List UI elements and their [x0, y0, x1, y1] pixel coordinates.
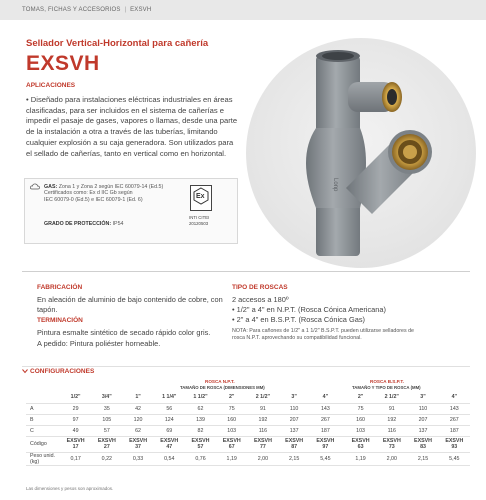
bspt-dimension-cell: 160	[345, 414, 376, 425]
aplicaciones-text	[26, 95, 256, 159]
terminacion-line: Pintura esmalte sintético de secado rápido color gris.	[37, 328, 211, 337]
npt-dimension-cell: 137	[279, 425, 310, 436]
chevron-down-icon	[22, 368, 28, 374]
bspt-dimension-cell: 192	[376, 414, 407, 425]
npt-dimension-cell: 105	[91, 414, 122, 425]
npt-dimension-cell: 49	[60, 425, 91, 436]
npt-codigo-cell	[185, 436, 216, 452]
bspt-size-header: 4"	[439, 392, 470, 403]
npt-size-header: 3"	[279, 392, 310, 403]
aplicaciones-line: de la instalación a otra a través de las tuberías, limitando	[26, 127, 218, 137]
dimension-label: A	[26, 403, 60, 414]
npt-dimension-cell: 143	[310, 403, 341, 414]
npt-dimension-cell: 139	[185, 414, 216, 425]
codigo-prefix: EXSVH	[97, 438, 116, 444]
codigo-prefix: EXSVH	[285, 438, 304, 444]
bspt-peso-cell: 2,00	[376, 452, 407, 465]
configuraciones-divider	[22, 366, 470, 367]
codigo-number: 87	[291, 444, 298, 450]
npt-peso-cell: 0,22	[91, 452, 122, 465]
fabricacion-line: tapón.	[37, 305, 58, 314]
table-row-codigo	[26, 436, 470, 452]
npt-peso-cell: 0,54	[154, 452, 185, 465]
note-line: NOTA: Para cañones de 1/2" a 1 1/2" B.S.P.T. pueden utilizarse selladores de	[232, 328, 414, 334]
product-image	[246, 38, 476, 268]
codigo-prefix: EXSVH	[253, 438, 272, 444]
npt-dimension-cell: 69	[154, 425, 185, 436]
npt-codigo-cell	[91, 436, 122, 452]
bspt-dimension-cell: 207	[407, 414, 438, 425]
npt-dimension-cell: 187	[310, 425, 341, 436]
gas-line: Certificados como: Ex d IIC Gb según	[44, 190, 133, 197]
bspt-dimension-cell: 137	[407, 425, 438, 436]
footnote: Las dimensiones y pesos son aproximados.	[26, 486, 114, 491]
breadcrumb-section[interactable]: TOMAS, FICHAS Y ACCESORIOS	[22, 7, 121, 13]
tipo-roscas-note	[232, 328, 414, 342]
npt-peso-cell: 0,17	[60, 452, 91, 465]
note-line: rosca N.P.T. aprovechando su compatibilidad funcional.	[232, 335, 362, 341]
inti-cert-number: 20120503	[189, 221, 209, 226]
npt-dimension-cell: 35	[91, 403, 122, 414]
dimension-label: B	[26, 414, 60, 425]
codigo-number: 47	[166, 444, 173, 450]
codigo-prefix: EXSVH	[351, 438, 370, 444]
npt-dimension-cell: 207	[279, 414, 310, 425]
codigo-number: 37	[135, 444, 141, 450]
breadcrumb-current: EXSVH	[130, 7, 152, 13]
codigo-number: 63	[357, 444, 364, 450]
npt-size-header: 1"	[122, 392, 153, 403]
npt-dimension-cell: 97	[60, 414, 91, 425]
grado-proteccion	[44, 221, 123, 227]
gas-label: GAS:	[44, 184, 58, 190]
codigo-prefix: EXSVH	[414, 438, 432, 444]
npt-peso-cell: 2,00	[247, 452, 278, 465]
tipo-roscas-line: • 2" a 4" en B.S.P.T. (Rosca Cónica Gas)	[232, 315, 365, 324]
codigo-number: 77	[259, 444, 266, 450]
codigo-prefix: EXSVH	[191, 438, 210, 444]
breadcrumb	[22, 7, 151, 13]
bspt-peso-cell: 1,19	[345, 452, 376, 465]
aplicaciones-line: el sellado de cañerías, tanto en vertical como en horizontal.	[26, 148, 227, 158]
codigo-prefix: EXSVH	[316, 438, 335, 444]
aplicaciones-line: clasificadas, para ser incluidos en el sistema de cañerías e	[26, 105, 224, 115]
codigo-number: 17	[72, 444, 79, 450]
codigo-number: 93	[451, 444, 458, 450]
table-row-peso	[26, 452, 470, 465]
codigo-prefix: EXSVH	[382, 438, 401, 444]
npt-size-header: 1/2"	[60, 392, 91, 403]
codigo-number: 67	[228, 444, 235, 450]
npt-size-header: 4"	[310, 392, 341, 403]
aplicaciones-line: cualquier explosión a su caja generadora. Son utilizados para	[26, 137, 234, 147]
npt-dimension-cell: 120	[122, 414, 153, 425]
npt-dimension-cell: 75	[216, 403, 247, 414]
bspt-size-header: 3"	[407, 392, 438, 403]
tipo-roscas-heading: TIPO DE ROSCAS	[232, 284, 288, 291]
bspt-dimension-cell: 187	[439, 425, 470, 436]
codigo-prefix: EXSVH	[160, 438, 179, 444]
cloud-icon	[30, 183, 40, 190]
bspt-dimension-cell: 103	[345, 425, 376, 436]
ex-mark-text: Ex	[196, 193, 205, 200]
table-row	[26, 414, 470, 425]
npt-dimension-cell: 62	[185, 403, 216, 414]
table-header-row	[26, 392, 470, 403]
codigo-label: Código	[26, 436, 60, 452]
codigo-number: 27	[103, 444, 110, 450]
bspt-dimension-cell: 143	[439, 403, 470, 414]
configuraciones-table	[26, 392, 470, 466]
npt-dimension-cell: 62	[122, 425, 153, 436]
npt-codigo-cell	[279, 436, 310, 452]
npt-codigo-cell	[154, 436, 185, 452]
codigo-prefix: EXSVH	[222, 438, 241, 444]
bspt-codigo-cell	[345, 436, 376, 452]
aplicaciones-line: • Diseñado para instalaciones eléctricas industriales en áreas	[26, 95, 233, 104]
table-row	[26, 403, 470, 414]
codigo-number: 57	[197, 444, 204, 450]
bspt-dimension-cell: 110	[407, 403, 438, 414]
codigo-prefix: EXSVH	[66, 438, 85, 444]
bspt-subtitle: TAMAÑO Y TIPO DE ROSCA (MM)	[352, 385, 421, 390]
npt-dimension-cell: 267	[310, 414, 341, 425]
npt-dimension-cell: 116	[247, 425, 278, 436]
breadcrumb-separator: |	[124, 7, 127, 13]
section-divider	[22, 271, 470, 272]
npt-size-header: 1 1/2"	[185, 392, 216, 403]
bspt-title: ROSCA B.S.P.T.	[370, 379, 404, 384]
codigo-prefix: EXSVH	[129, 438, 148, 444]
bspt-dimension-cell: 267	[439, 414, 470, 425]
npt-dimension-cell: 192	[247, 414, 278, 425]
aplicaciones-line: impedir el pasaje de gases, vapores o llamas, desde una parte	[26, 116, 238, 126]
npt-dimension-cell: 57	[91, 425, 122, 436]
npt-dimension-cell: 56	[154, 403, 185, 414]
npt-dimension-cell: 91	[247, 403, 278, 414]
npt-peso-cell: 2,15	[279, 452, 310, 465]
tipo-roscas-line: 2 accesos a 180º	[232, 295, 289, 304]
proteccion-value: IP54	[111, 221, 124, 227]
npt-codigo-cell	[310, 436, 341, 452]
terminacion-heading: TERMINACIÓN	[37, 317, 83, 324]
bspt-size-header: 2 1/2"	[376, 392, 407, 403]
npt-codigo-cell	[216, 436, 247, 452]
proteccion-label: GRADO DE PROTECCIÓN:	[44, 221, 112, 227]
npt-size-header: 1 1/4"	[154, 392, 185, 403]
ex-certification-mark	[190, 185, 212, 211]
fabricacion-heading: FABRICACIÓN	[37, 284, 83, 291]
table-row	[26, 425, 470, 436]
npt-size-header: 2 1/2"	[247, 392, 278, 403]
npt-dimension-cell: 110	[279, 403, 310, 414]
bspt-peso-cell: 5,45	[439, 452, 470, 465]
npt-dimension-cell: 124	[154, 414, 185, 425]
codigo-prefix: EXSVH	[445, 438, 464, 444]
bspt-dimension-cell: 75	[345, 403, 376, 414]
npt-dimension-cell: 42	[122, 403, 153, 414]
bspt-peso-cell: 2,15	[407, 452, 438, 465]
terminacion-line: A pedido: Pintura poliéster horneable.	[37, 339, 161, 348]
inti-cert-line: INTI CITEI	[189, 215, 210, 220]
npt-dimension-cell: 103	[216, 425, 247, 436]
bspt-codigo-cell	[439, 436, 470, 452]
npt-dimension-cell: 29	[60, 403, 91, 414]
tipo-roscas-line: • 1/2" a 4" en N.P.T. (Rosca Cónica Americana)	[232, 305, 386, 314]
codigo-number: 97	[322, 444, 329, 450]
page-title: Sellador Vertical-Horizontal para cañería	[26, 38, 209, 49]
npt-peso-cell: 0,76	[185, 452, 216, 465]
npt-codigo-cell	[247, 436, 278, 452]
npt-title: ROSCA N.P.T.	[205, 379, 235, 384]
svg-text:Lonp: Lonp	[332, 178, 338, 192]
codigo-number: 83	[420, 444, 426, 450]
header-label-cell	[26, 392, 60, 403]
bspt-dimension-cell: 116	[376, 425, 407, 436]
dimension-label: C	[26, 425, 60, 436]
npt-size-header: 2"	[216, 392, 247, 403]
npt-subtitle: TAMAÑO DE ROSCA (DIMENSIONES MM)	[180, 385, 265, 390]
fabricacion-line: En aleación de aluminio de bajo contenido de cobre, con	[37, 295, 223, 304]
npt-size-header: 3/4"	[91, 392, 122, 403]
aplicaciones-heading: APLICACIONES	[26, 82, 76, 89]
bspt-size-header: 2"	[345, 392, 376, 403]
gas-line: Zona 1 y Zona 2 según IEC 60079-14 (Ed.5)	[57, 184, 164, 190]
npt-dimension-cell: 160	[216, 414, 247, 425]
npt-codigo-cell	[60, 436, 91, 452]
peso-label: Peso unid. (kg)	[26, 452, 60, 465]
bspt-codigo-cell	[376, 436, 407, 452]
npt-peso-cell: 0,33	[122, 452, 153, 465]
bspt-dimension-cell: 91	[376, 403, 407, 414]
bspt-codigo-cell	[407, 436, 438, 452]
gas-line: IEC 60079-0 (Ed.5) e IEC 60079-1 (Ed. 6)	[44, 196, 143, 203]
certification-gas	[44, 184, 163, 203]
configuraciones-heading: CONFIGURACIONES	[30, 368, 95, 375]
npt-codigo-cell	[122, 436, 153, 452]
npt-peso-cell: 5,45	[310, 452, 341, 465]
product-code: EXSVH	[26, 52, 100, 75]
npt-peso-cell: 1,19	[216, 452, 247, 465]
npt-dimension-cell: 82	[185, 425, 216, 436]
codigo-number: 73	[388, 444, 395, 450]
